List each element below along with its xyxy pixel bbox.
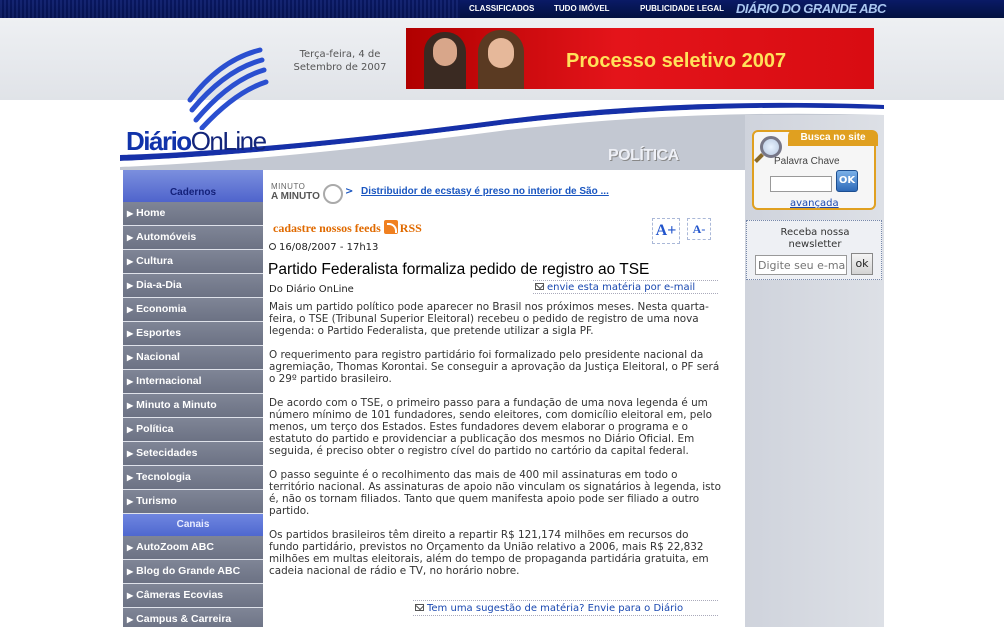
nav-item-esportes[interactable]: ▶ Esportes <box>123 322 263 346</box>
current-date: Terça-feira, 4 de Setembro de 2007 <box>293 49 387 73</box>
search-ok-button[interactable]: OK <box>836 170 858 192</box>
ad-banner[interactable] <box>406 28 874 89</box>
dgabc-brand-logo[interactable]: DIÁRIO DO GRANDE ABC <box>736 1 886 16</box>
feeds-link[interactable]: cadastre nossos feeds RSS <box>273 221 422 235</box>
chevron-right-icon: ▶ <box>127 401 134 410</box>
article-source: Do Diário OnLine <box>269 284 354 295</box>
top-link-publicidade-legal[interactable]: PUBLICIDADE LEGAL <box>640 4 724 13</box>
top-link-tudo-imovel[interactable]: TUDO IMÓVEL <box>554 4 610 13</box>
article-paragraph: O requerimento para registro partidário foi formalizado pelo presidente nacional da agremiação, Thomas Korontai. Se conseguir a aprovação da Justiça Eleitoral, o PF será o 29º partido brasileiro. <box>269 349 720 385</box>
search-box-title: Busca no site <box>788 130 878 146</box>
nav-item-nacional[interactable]: ▶ Nacional <box>123 346 263 370</box>
chevron-right-icon: ▶ <box>127 377 134 386</box>
chevron-right-icon: ▶ <box>127 209 134 218</box>
envelope-icon <box>535 283 544 290</box>
magnifier-handle <box>754 153 764 163</box>
ticker-arrow-icon: > <box>345 186 354 197</box>
article-paragraph: Os partidos brasileiros têm direito a repartir R$ 121,174 milhões em recursos do fundo partidário, previstos no Orçamento da União relativo a 2006, mais R$ 22,832 milhões em multas eleitorais, além do tempo de propaganda partidária gratuita, em cadeia nacional de rádio e TV, no horário nobre. <box>269 529 709 577</box>
newsletter-box <box>746 220 882 280</box>
chevron-right-icon: ▶ <box>127 329 134 338</box>
newsletter-email-input[interactable] <box>755 255 847 275</box>
chevron-right-icon: ▶ <box>127 305 134 314</box>
article-body <box>269 301 721 589</box>
nav-item-cameras-ecovias[interactable]: ▶ Câmeras Ecovias <box>123 584 263 608</box>
cadernos-heading: Cadernos <box>123 170 263 202</box>
rss-icon <box>384 220 398 234</box>
top-link-classificados[interactable]: CLASSIFICADOS <box>469 4 535 13</box>
article-timestamp: 16/08/2007 - 17h13 <box>269 242 378 253</box>
chevron-right-icon: ▶ <box>127 257 134 266</box>
nav-item-tecnologia[interactable]: ▶ Tecnologia <box>123 466 263 490</box>
chevron-right-icon: ▶ <box>127 473 134 482</box>
chevron-right-icon: ▶ <box>127 425 134 434</box>
chevron-right-icon: ▶ <box>127 353 134 362</box>
envelope-icon <box>415 604 424 611</box>
diario-online-logo[interactable]: DiárioOnLine <box>126 126 266 156</box>
minuto-a-minuto-logo[interactable]: MINUTO A MINUTO <box>269 182 341 204</box>
chevron-right-icon: ▶ <box>127 543 134 552</box>
left-sidebar <box>123 170 263 627</box>
nav-item-setecidades[interactable]: ▶ Setecidades <box>123 442 263 466</box>
newsletter-title: Receba nossa newsletter <box>780 227 850 250</box>
nav-item-internacional[interactable]: ▶ Internacional <box>123 370 263 394</box>
search-label: Palavra Chave <box>774 156 840 167</box>
ticker-headline-link[interactable]: Distribuidor de ecstasy é preso no interior de São ... <box>361 186 609 197</box>
search-input[interactable] <box>770 176 832 192</box>
nav-item-politica[interactable]: ▶ Política <box>123 418 263 442</box>
search-box <box>752 130 876 210</box>
nav-item-home[interactable]: ▶ Home <box>123 202 263 226</box>
section-title: POLÍTICA <box>608 147 679 164</box>
font-decrease-button[interactable]: A- <box>687 218 711 240</box>
chevron-right-icon: ▶ <box>127 615 134 624</box>
nav-item-automoveis[interactable]: ▶ Automóveis <box>123 226 263 250</box>
newsletter-ok-button[interactable]: ok <box>851 253 873 275</box>
article-paragraph: De acordo com o TSE, o primeiro passo para a fundação de uma nova legenda é um número mínimo de 101 fundadores, sendo eleitores, com domicílio eleitoral em, pelo menos, um terço dos Estados. Estes fundadores devem elaborar o programa e o estatuto do partido e providenciar a publicação dos mesmos no Diário Oficial. Em seguida, é preciso obter o registro cível do partido no cartório da capital federal. <box>269 397 713 457</box>
chevron-right-icon: ▶ <box>127 497 134 506</box>
email-article-link[interactable]: envie esta matéria por e-mail <box>533 280 718 294</box>
nav-item-minuto-a-minuto[interactable]: ▶ Minuto a Minuto <box>123 394 263 418</box>
top-bar-stripe <box>0 0 460 18</box>
nav-item-autozoom-abc[interactable]: ▶ AutoZoom ABC <box>123 536 263 560</box>
nav-item-dia-a-dia[interactable]: ▶ Dia-a-Dia <box>123 274 263 298</box>
chevron-right-icon: ▶ <box>127 233 134 242</box>
clock-icon <box>269 243 276 250</box>
chevron-right-icon: ▶ <box>127 281 134 290</box>
chevron-right-icon: ▶ <box>127 567 134 576</box>
banner-person-man <box>424 32 466 89</box>
font-increase-button[interactable]: A+ <box>652 218 680 244</box>
article-headline: Partido Federalista formaliza pedido de registro ao TSE <box>268 261 650 278</box>
article-paragraph: Mais um partido político pode aparecer no Brasil nos próximos meses. Nesta quarta-feira, o TSE (Tribunal Superior Eleitoral) recebeu o pedido de registro de uma nova legenda: o Partido Federalista, que pretende utilizar a sigla PF. <box>269 301 709 337</box>
nav-item-blog-grande-abc[interactable]: ▶ Blog do Grande ABC <box>123 560 263 584</box>
diario-online-logo-icon[interactable] <box>180 40 270 130</box>
nav-item-economia[interactable]: ▶ Economia <box>123 298 263 322</box>
advanced-search-link[interactable]: avançada <box>790 198 839 209</box>
main-content <box>263 170 745 627</box>
banner-person-woman <box>478 30 524 89</box>
chevron-right-icon: ▶ <box>127 449 134 458</box>
suggest-article-link[interactable]: Tem uma sugestão de matéria? Envie para o Diário <box>413 600 718 616</box>
nav-item-campus-carreira[interactable]: ▶ Campus & Carreira <box>123 608 263 627</box>
article-paragraph: O passo seguinte é o recolhimento das mais de 400 mil assinaturas em todo o território nacional. As assinaturas de apoio não vinculam os signatários à legenda, isto é, não os tornam filiados. Tanto que quem manifesta apoio pode ser filiado a outro partido. <box>269 469 721 517</box>
nav-item-turismo[interactable]: ▶ Turismo <box>123 490 263 514</box>
nav-item-cultura[interactable]: ▶ Cultura <box>123 250 263 274</box>
top-bar <box>0 0 1004 18</box>
clock-icon <box>323 184 343 204</box>
canais-heading: Canais <box>123 514 263 536</box>
chevron-right-icon: ▶ <box>127 591 134 600</box>
banner-text: Processo seletivo 2007 <box>566 50 787 72</box>
